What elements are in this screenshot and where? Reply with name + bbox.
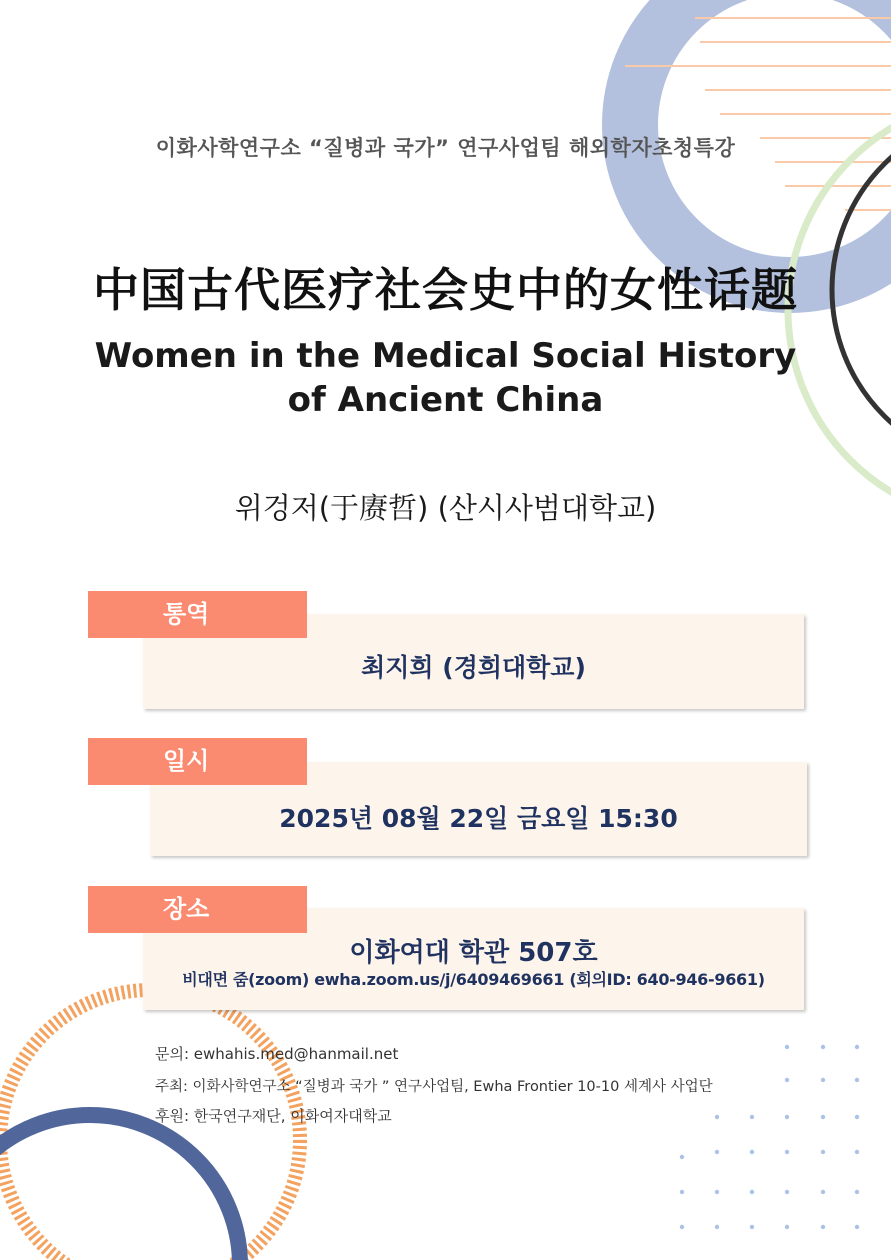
contact-info: 문의: ewhahis.med@hanmail.net	[155, 1045, 399, 1063]
host-info: 주최: 이화사학연구소 “질병과 국가 ” 연구사업팀, Ewha Frontier 10-10 세계사 사업단	[155, 1079, 713, 1095]
venue-value: 이화여대 학관 507호	[349, 938, 598, 968]
lecture-title-chinese: 中国古代医疗社会史中的女性话题	[93, 263, 798, 317]
dot-grid-decoration	[680, 1045, 859, 1229]
event-series-subtitle: 이화사학연구소 “질병과 국가” 연구사업팀 해외학자초청특강	[155, 136, 736, 160]
datetime-label: 일시	[88, 738, 307, 785]
datetime-value: 2025년 08월 22일 금요일 15:30	[279, 804, 678, 833]
interpreter-value: 최지희 (경희대학교)	[361, 653, 586, 682]
bottom-blue-ring-decoration	[0, 1115, 240, 1260]
lecture-title-english-line1: Women in the Medical Social History	[94, 336, 797, 376]
lecture-title-english	[0, 334, 891, 422]
lecture-title-english-line2: of Ancient China	[287, 380, 604, 420]
venue-label: 장소	[88, 886, 307, 933]
venue-online-link[interactable]: 비대면 줌(zoom) ewha.zoom.us/j/6409469661 (회의ID: 640-946-9661)	[182, 970, 765, 989]
interpreter-label: 통역	[88, 591, 307, 638]
orange-lines-decoration	[625, 18, 891, 210]
sponsor-info: 후원: 한국연구재단, 이화여자대학교	[155, 1107, 392, 1125]
speaker-name: 위겅저(于赓哲) (산시사범대학교)	[234, 491, 657, 525]
